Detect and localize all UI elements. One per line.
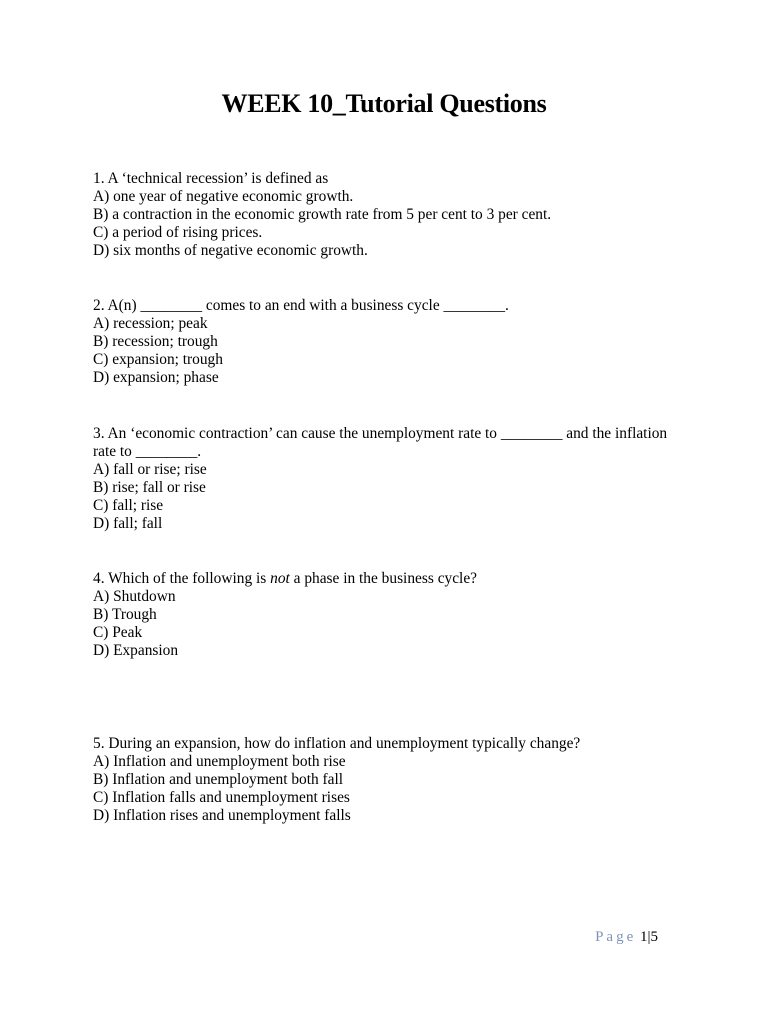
question-3 (93, 425, 673, 533)
answer-option: B) recession; trough (93, 333, 218, 350)
question-stem: 5. During an expansion, how do inflation and unemployment typically change? (93, 735, 581, 752)
question-1 (93, 170, 673, 260)
answer-option: B) Inflation and unemployment both fall (93, 771, 344, 788)
total-pages-number: 5 (650, 929, 658, 945)
page-word: Page (595, 929, 637, 945)
answer-option: B) Trough (93, 606, 157, 623)
question-5 (93, 735, 673, 825)
answer-option: A) Shutdown (93, 588, 176, 605)
answer-option: C) Peak (93, 624, 143, 641)
answer-option: C) fall; rise (93, 497, 164, 514)
answer-option: A) recession; peak (93, 315, 208, 332)
answer-option: D) Expansion (93, 642, 179, 659)
answer-option: B) rise; fall or rise (93, 479, 206, 496)
question-stem (93, 570, 673, 588)
page-separator: | (647, 929, 651, 945)
page-title: WEEK 10_Tutorial Questions (221, 89, 547, 118)
answer-option: C) expansion; trough (93, 351, 223, 368)
answer-option: D) fall; fall (93, 515, 163, 532)
page-number-footer (595, 928, 658, 946)
question-2 (93, 297, 673, 387)
question-stem-after: a phase in the business cycle? (289, 570, 477, 587)
answer-option: D) Inflation rises and unemployment falls (93, 807, 351, 824)
answer-option: D) expansion; phase (93, 369, 219, 386)
answer-option: A) fall or rise; rise (93, 461, 207, 478)
current-page-number: 1 (639, 929, 648, 945)
question-stem: 3. An ‘economic contraction’ can cause the unemployment rate to ________ and the inflation rate to ________. (93, 425, 668, 460)
question-stem: 2. A(n) ________ comes to an end with a business cycle ________. (93, 297, 509, 314)
answer-option: A) one year of negative economic growth. (93, 188, 354, 205)
answer-option: D) six months of negative economic growth. (93, 242, 368, 259)
answer-option: C) Inflation falls and unemployment rises (93, 789, 350, 806)
answer-option: A) Inflation and unemployment both rise (93, 753, 346, 770)
question-stem-before: 4. Which of the following is (93, 570, 271, 587)
answer-option: B) a contraction in the economic growth rate from 5 per cent to 3 per cent. (93, 206, 552, 223)
question-stem-emphasis: not (270, 570, 290, 587)
question-4 (93, 570, 673, 660)
answer-option: C) a period of rising prices. (93, 224, 263, 241)
question-stem: 1. A ‘technical recession’ is defined as (93, 170, 329, 187)
